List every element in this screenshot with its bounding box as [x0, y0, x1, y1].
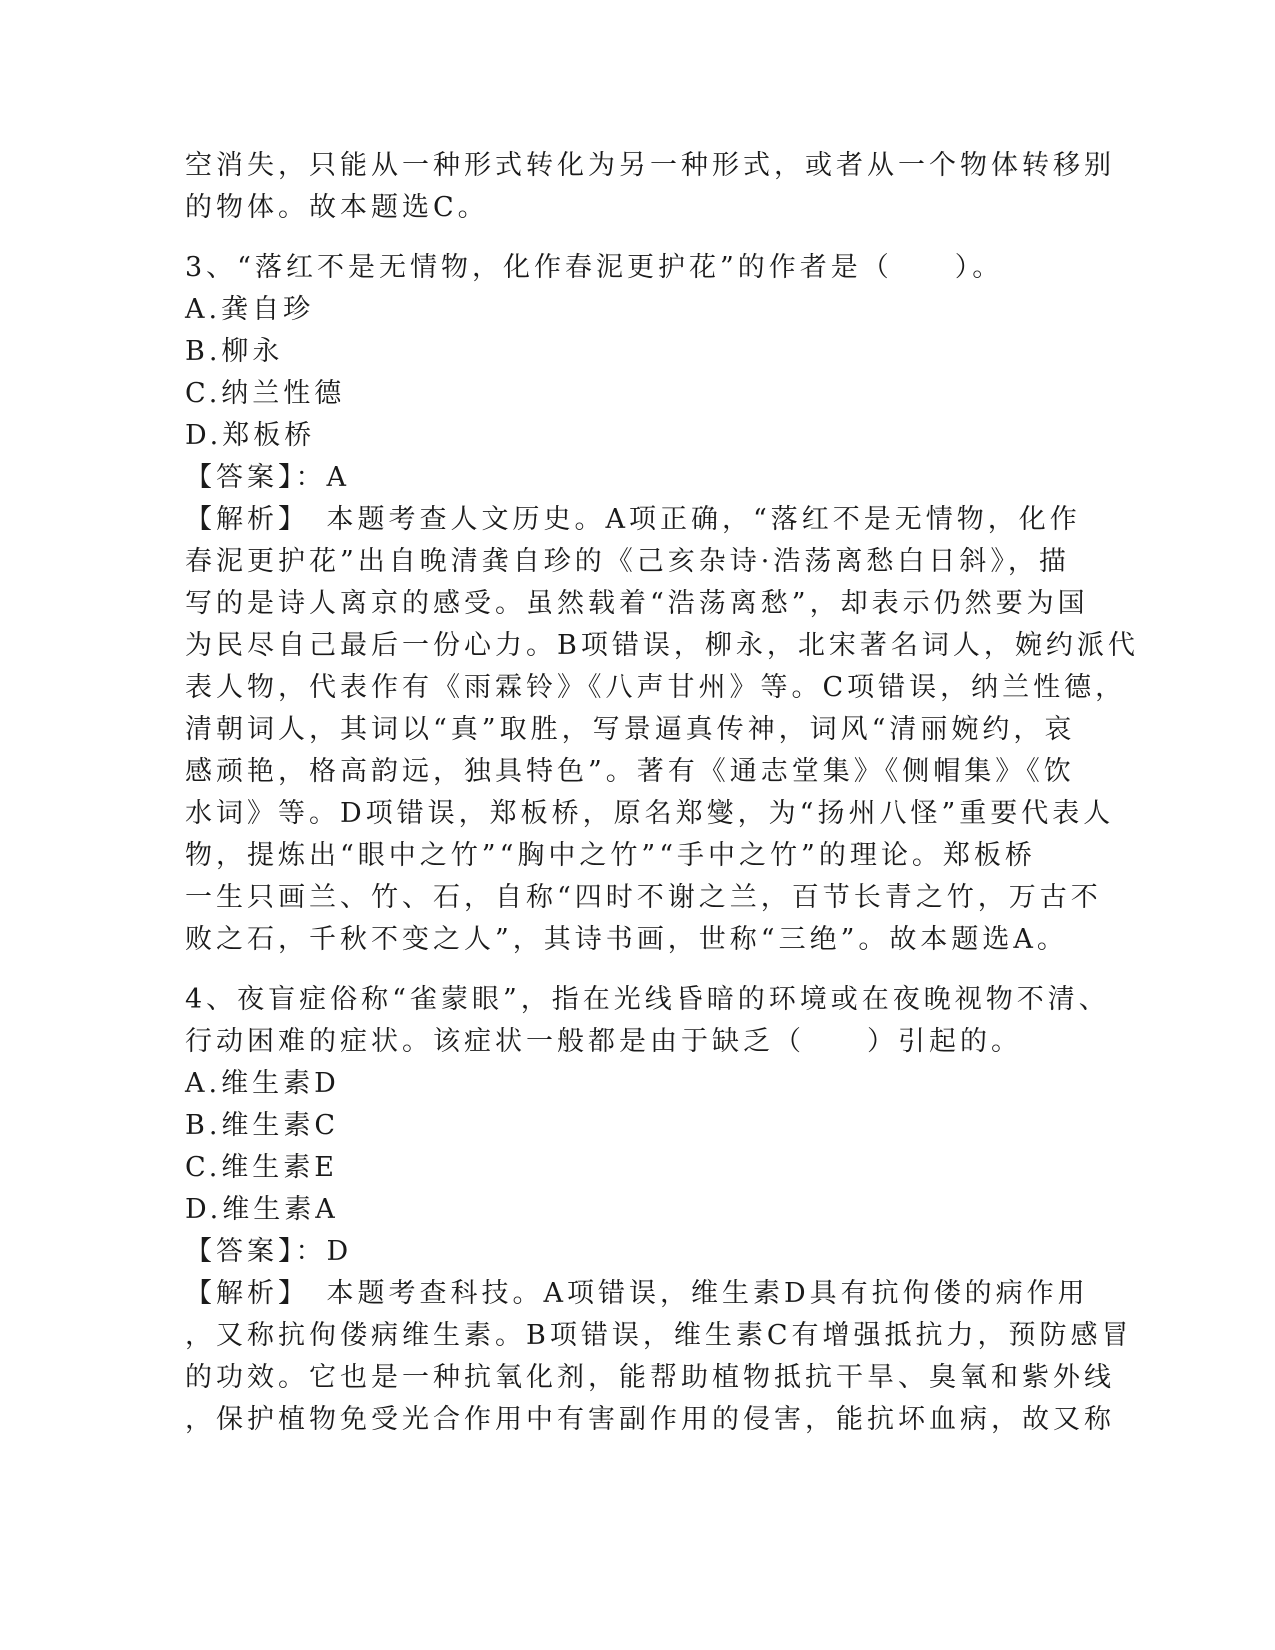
text-line: 的物体。故本题选C。: [185, 192, 489, 223]
option-d: D.郑板桥: [185, 420, 316, 451]
answer-line: 【答案】：A: [185, 462, 350, 493]
spacer: [185, 229, 1085, 247]
question-4: [185, 979, 1133, 1441]
option-c: C.维生素E: [185, 1152, 338, 1183]
analysis-line: 败之石，千秋不变之人”，其诗书画，世称“三绝”。故本题选A。: [185, 924, 1068, 955]
analysis-line: 【解析】 本题考查人文历史。A项正确，“落红不是无情物，化作: [185, 504, 1081, 535]
answer-line: 【答案】：D: [185, 1236, 353, 1267]
option-d: D.维生素A: [185, 1194, 339, 1225]
spacer: [185, 961, 1085, 979]
analysis-line: 春泥更护花”出自晚清龚自珍的《己亥杂诗·浩荡离愁白日斜》，描: [185, 546, 1070, 577]
question-stem: 3、“落红不是无情物，化作春泥更护花”的作者是（ ）。: [185, 252, 1004, 283]
analysis-line: 的功效。它也是一种抗氧化剂，能帮助植物抵抗干旱、臭氧和紫外线: [185, 1362, 1115, 1393]
analysis-line: 感顽艳，格高韵远，独具特色”。著有《通志堂集》《侧帽集》《饮: [185, 756, 1075, 787]
document-page: [185, 145, 1139, 1441]
option-b: B.柳永: [185, 336, 284, 367]
analysis-line: ，又称抗佝偻病维生素。B项错误，维生素C有增强抵抗力，预防感冒: [185, 1320, 1133, 1351]
question-stem: 4、夜盲症俗称“雀蒙眼”，指在光线昏暗的环境或在夜晚视物不清、: [185, 984, 1110, 1015]
text-line: 空消失，只能从一种形式转化为另一种形式，或者从一个物体转移别: [185, 150, 1115, 181]
analysis-line: 写的是诗人离京的感受。虽然载着“浩荡离愁”，却表示仍然要为国: [185, 588, 1089, 619]
option-a: A.龚自珍: [185, 294, 315, 325]
analysis-line: 物，提炼出“眼中之竹”“胸中之竹”“手中之竹”的理论。郑板桥: [185, 840, 1036, 871]
option-c: C.纳兰性德: [185, 378, 346, 409]
previous-analysis-continuation: [185, 145, 1115, 229]
analysis-line: 水词》等。D项错误，郑板桥，原名郑燮，为“扬州八怪”重要代表人: [185, 798, 1115, 829]
analysis-line: 一生只画兰、竹、石，自称“四时不谢之兰，百节长青之竹，万古不: [185, 882, 1102, 913]
analysis-line: 表人物，代表作有《雨霖铃》《八声甘州》等。C项错误，纳兰性德，: [185, 672, 1127, 703]
option-b: B.维生素C: [185, 1110, 340, 1141]
analysis-line: 【解析】 本题考查科技。A项错误，维生素D具有抗佝偻的病作用: [185, 1278, 1089, 1309]
analysis-line: 为民尽自己最后一份心力。B项错误，柳永，北宋著名词人，婉约派代: [185, 630, 1139, 661]
analysis-line: ，保护植物免受光合作用中有害副作用的侵害，能抗坏血病，故又称: [185, 1404, 1115, 1435]
analysis-line: 清朝词人，其词以“真”取胜，写景逼真传神，词风“清丽婉约，哀: [185, 714, 1076, 745]
question-3: [185, 247, 1139, 961]
question-stem: 行动困难的症状。该症状一般都是由于缺乏（ ）引起的。: [185, 1026, 1022, 1057]
option-a: A.维生素D: [185, 1068, 340, 1099]
